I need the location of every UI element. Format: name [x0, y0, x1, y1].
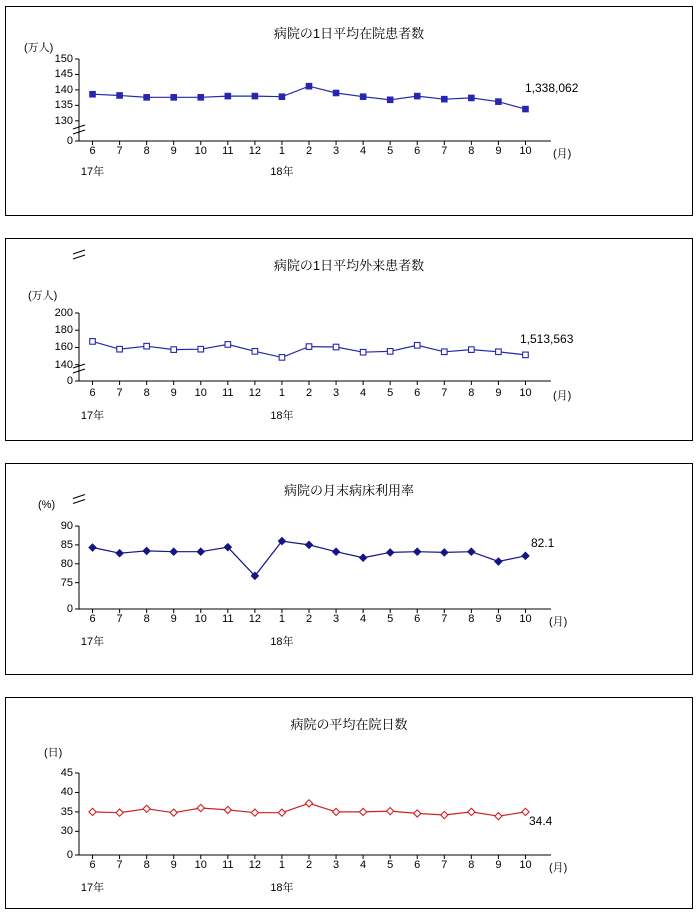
data-point-marker — [333, 90, 339, 96]
x-axis-tick-label: 4 — [360, 387, 367, 399]
x-axis-tick-label: 8 — [143, 859, 150, 871]
x-axis-tick-label: 12 — [248, 145, 261, 157]
data-point-marker — [387, 808, 394, 815]
data-point-marker — [225, 93, 231, 99]
x-axis-tick-label: 4 — [360, 613, 367, 625]
data-point-marker — [305, 800, 312, 807]
x-axis-tick-label: 8 — [468, 859, 475, 871]
chart-title: 病院の月末病床利用率 — [283, 483, 414, 498]
x-axis-tick-label: 8 — [468, 613, 475, 625]
x-axis-tick-label: 9 — [170, 387, 177, 399]
y-axis-unit-label: (%) — [38, 499, 56, 511]
data-point-marker — [89, 544, 96, 551]
x-axis-tick-label: 7 — [116, 613, 123, 625]
data-point-marker — [171, 347, 177, 353]
data-point-marker — [332, 808, 339, 815]
x-axis-tick-label: 7 — [441, 145, 448, 157]
x-axis-tick-label: 7 — [441, 859, 448, 871]
x-axis-unit-label: (月) — [549, 862, 568, 874]
chart-panel-bed-occupancy — [5, 463, 693, 675]
x-axis-tick-label: 9 — [495, 613, 502, 625]
x-axis-tick-label: 1 — [278, 859, 285, 871]
x-axis-tick-label: 11 — [222, 145, 234, 157]
x-axis-tick-label: 8 — [143, 613, 150, 625]
data-point-marker — [360, 94, 366, 100]
x-axis-tick-label: 11 — [222, 387, 234, 399]
x-axis-tick-label: 4 — [360, 145, 367, 157]
data-point-marker — [143, 805, 150, 812]
y-axis-tick-label: 75 — [60, 576, 73, 589]
data-point-marker — [116, 550, 123, 557]
x-axis-tick-label: 5 — [387, 145, 394, 157]
y-axis-tick-label: 85 — [60, 538, 73, 551]
data-point-marker — [90, 339, 96, 345]
x-axis-tick-label: 8 — [143, 387, 150, 399]
x-axis-tick-label: 6 — [414, 859, 421, 871]
x-axis-tick-label: 5 — [387, 613, 394, 625]
y-axis-zero-label: 0 — [66, 603, 73, 615]
data-point-marker — [225, 342, 231, 348]
data-point-marker — [143, 547, 150, 554]
x-axis-tick-label: 9 — [170, 145, 177, 157]
data-point-marker — [522, 552, 529, 559]
x-axis-tick-label: 6 — [414, 613, 421, 625]
x-axis-tick-label: 7 — [441, 613, 448, 625]
chart-title: 病院の1日平均在院患者数 — [273, 26, 425, 41]
x-axis-tick-label: 2 — [305, 859, 313, 871]
data-point-marker — [171, 95, 177, 101]
data-point-marker — [441, 811, 448, 818]
x-axis-tick-label: 10 — [519, 859, 532, 871]
data-point-marker — [197, 804, 204, 811]
x-axis-year-label: 18年 — [270, 882, 294, 894]
chart-plot-area — [6, 239, 606, 442]
data-point-marker — [116, 809, 123, 816]
data-point-marker — [441, 349, 447, 355]
data-point-marker — [387, 97, 393, 103]
chart-panel-avg-stay-days — [5, 697, 693, 909]
x-axis-tick-label: 6 — [89, 859, 96, 871]
data-point-marker — [332, 548, 339, 555]
data-point-marker — [387, 349, 393, 355]
x-axis-year-label: 17年 — [80, 166, 105, 178]
data-point-marker — [279, 355, 285, 361]
data-point-marker — [170, 548, 177, 555]
y-axis-unit-label: (万人) — [28, 290, 58, 302]
data-point-marker — [360, 808, 367, 815]
chart-title: 病院の平均在院日数 — [290, 717, 408, 732]
chart-plot-area — [6, 464, 606, 676]
x-axis-tick-label: 1 — [278, 145, 285, 157]
data-point-marker — [441, 96, 447, 102]
x-axis-year-label: 17年 — [80, 410, 105, 422]
data-point-marker — [305, 541, 312, 548]
x-axis-tick-label: 8 — [468, 145, 475, 157]
x-axis-tick-label: 12 — [248, 387, 261, 399]
x-axis-tick-label: 9 — [495, 859, 502, 871]
chart-panel-inpatients — [5, 6, 693, 216]
data-point-marker — [360, 554, 367, 561]
data-point-marker — [251, 809, 258, 816]
x-axis-tick-label: 8 — [143, 145, 150, 157]
x-axis-tick-label: 3 — [332, 387, 340, 399]
x-axis-year-label: 17年 — [80, 636, 105, 648]
data-point-marker — [170, 809, 177, 816]
y-axis-tick-label: 80 — [60, 557, 73, 570]
data-point-marker — [523, 106, 529, 112]
y-axis-zero-label: 0 — [66, 135, 73, 147]
data-point-marker — [117, 93, 123, 99]
x-axis-tick-label: 12 — [248, 613, 261, 625]
data-point-marker — [469, 95, 475, 101]
data-point-marker — [469, 347, 475, 353]
data-point-marker — [360, 349, 366, 355]
x-axis-tick-label: 11 — [222, 613, 234, 625]
x-axis-tick-label: 2 — [305, 145, 313, 157]
y-axis-zero-label: 0 — [66, 375, 73, 387]
x-axis-tick-label: 6 — [414, 387, 421, 399]
x-axis-tick-label: 9 — [170, 859, 177, 871]
x-axis-tick-label: 5 — [387, 859, 394, 871]
y-axis-tick-label: 160 — [54, 341, 73, 354]
x-axis-tick-label: 3 — [332, 859, 340, 871]
x-axis-tick-label: 9 — [495, 145, 502, 157]
data-point-marker — [224, 806, 231, 813]
x-axis-tick-label: 1 — [278, 387, 285, 399]
data-point-marker — [387, 549, 394, 556]
data-point-marker — [495, 813, 502, 820]
x-axis-tick-label: 10 — [194, 613, 207, 625]
x-axis-tick-label: 10 — [519, 145, 532, 157]
x-axis-tick-label: 10 — [519, 387, 532, 399]
data-point-marker — [144, 343, 150, 349]
x-axis-tick-label: 2 — [305, 613, 313, 625]
end-value-annotation: 1,513,563 — [520, 332, 574, 346]
data-point-marker — [468, 548, 475, 555]
chart-title: 病院の1日平均外来患者数 — [273, 258, 425, 273]
x-axis-unit-label: (月) — [553, 390, 572, 402]
data-point-marker — [197, 548, 204, 555]
end-value-annotation: 34.4 — [529, 814, 553, 828]
x-axis-year-label: 17年 — [80, 882, 105, 894]
y-axis-tick-label: 45 — [60, 767, 73, 779]
x-axis-tick-label: 7 — [116, 145, 123, 157]
data-point-marker — [441, 549, 448, 556]
data-point-marker — [279, 94, 285, 100]
y-axis-tick-label: 90 — [60, 520, 73, 532]
data-point-marker — [496, 99, 502, 105]
x-axis-tick-label: 6 — [89, 145, 96, 157]
data-point-marker — [495, 558, 502, 565]
data-point-marker — [414, 810, 421, 817]
data-point-marker — [522, 808, 529, 815]
x-axis-unit-label: (月) — [549, 616, 568, 628]
data-point-marker — [278, 809, 285, 816]
x-axis-tick-label: 6 — [89, 613, 96, 625]
data-point-marker — [198, 346, 204, 352]
x-axis-tick-label: 6 — [89, 387, 96, 399]
y-axis-unit-label: (万人) — [24, 42, 54, 54]
y-axis-tick-label: 35 — [60, 805, 73, 818]
x-axis-tick-label: 11 — [222, 859, 234, 871]
data-point-marker — [89, 808, 96, 815]
data-point-marker — [468, 808, 475, 815]
x-axis-tick-label: 5 — [387, 387, 394, 399]
data-point-marker — [523, 352, 529, 358]
x-axis-tick-label: 1 — [278, 613, 285, 625]
data-point-marker — [198, 95, 204, 101]
x-axis-tick-label: 2 — [305, 387, 313, 399]
x-axis-tick-label: 4 — [360, 859, 367, 871]
chart-plot-area — [6, 698, 606, 910]
x-axis-tick-label: 10 — [194, 387, 207, 399]
x-axis-year-label: 18年 — [270, 166, 294, 178]
data-point-marker — [496, 349, 502, 355]
x-axis-tick-label: 10 — [519, 613, 532, 625]
end-value-annotation: 1,338,062 — [525, 81, 579, 95]
y-axis-tick-label: 180 — [54, 324, 73, 337]
data-point-marker — [252, 349, 258, 355]
x-axis-tick-label: 3 — [332, 613, 340, 625]
chart-panel-outpatients — [5, 238, 693, 441]
x-axis-tick-label: 7 — [116, 859, 123, 871]
x-axis-tick-label: 7 — [441, 387, 448, 399]
x-axis-tick-label: 10 — [194, 859, 207, 871]
y-axis-tick-label: 145 — [54, 68, 73, 81]
chart-plot-area — [6, 7, 606, 217]
x-axis-tick-label: 10 — [194, 145, 207, 157]
y-axis-unit-label: (日) — [44, 747, 63, 759]
y-axis-tick-label: 150 — [54, 53, 73, 65]
data-point-marker — [306, 344, 312, 350]
end-value-annotation: 82.1 — [531, 536, 555, 550]
x-axis-tick-label: 8 — [468, 387, 475, 399]
data-point-marker — [252, 93, 258, 99]
x-axis-year-label: 18年 — [270, 636, 294, 648]
y-axis-tick-label: 40 — [60, 786, 73, 799]
y-axis-tick-label: 30 — [60, 825, 73, 838]
data-point-marker — [414, 93, 420, 99]
y-axis-tick-label: 130 — [54, 114, 73, 127]
y-axis-tick-label: 135 — [54, 99, 73, 112]
y-axis-zero-label: 0 — [66, 849, 73, 861]
x-axis-tick-label: 3 — [332, 145, 340, 157]
x-axis-tick-label: 9 — [495, 387, 502, 399]
x-axis-year-label: 18年 — [270, 410, 294, 422]
data-point-marker — [306, 83, 312, 89]
data-point-marker — [414, 343, 420, 349]
y-axis-tick-label: 140 — [54, 358, 73, 371]
data-point-marker — [117, 346, 123, 352]
x-axis-tick-label: 9 — [170, 613, 177, 625]
data-point-marker — [144, 95, 150, 101]
x-axis-tick-label: 6 — [414, 145, 421, 157]
y-axis-tick-label: 200 — [54, 307, 73, 319]
data-point-marker — [414, 548, 421, 555]
x-axis-tick-label: 12 — [248, 859, 261, 871]
x-axis-unit-label: (月) — [553, 148, 572, 160]
data-point-marker — [90, 91, 96, 97]
data-point-marker — [333, 344, 339, 350]
y-axis-tick-label: 140 — [54, 83, 73, 96]
x-axis-tick-label: 7 — [116, 387, 123, 399]
